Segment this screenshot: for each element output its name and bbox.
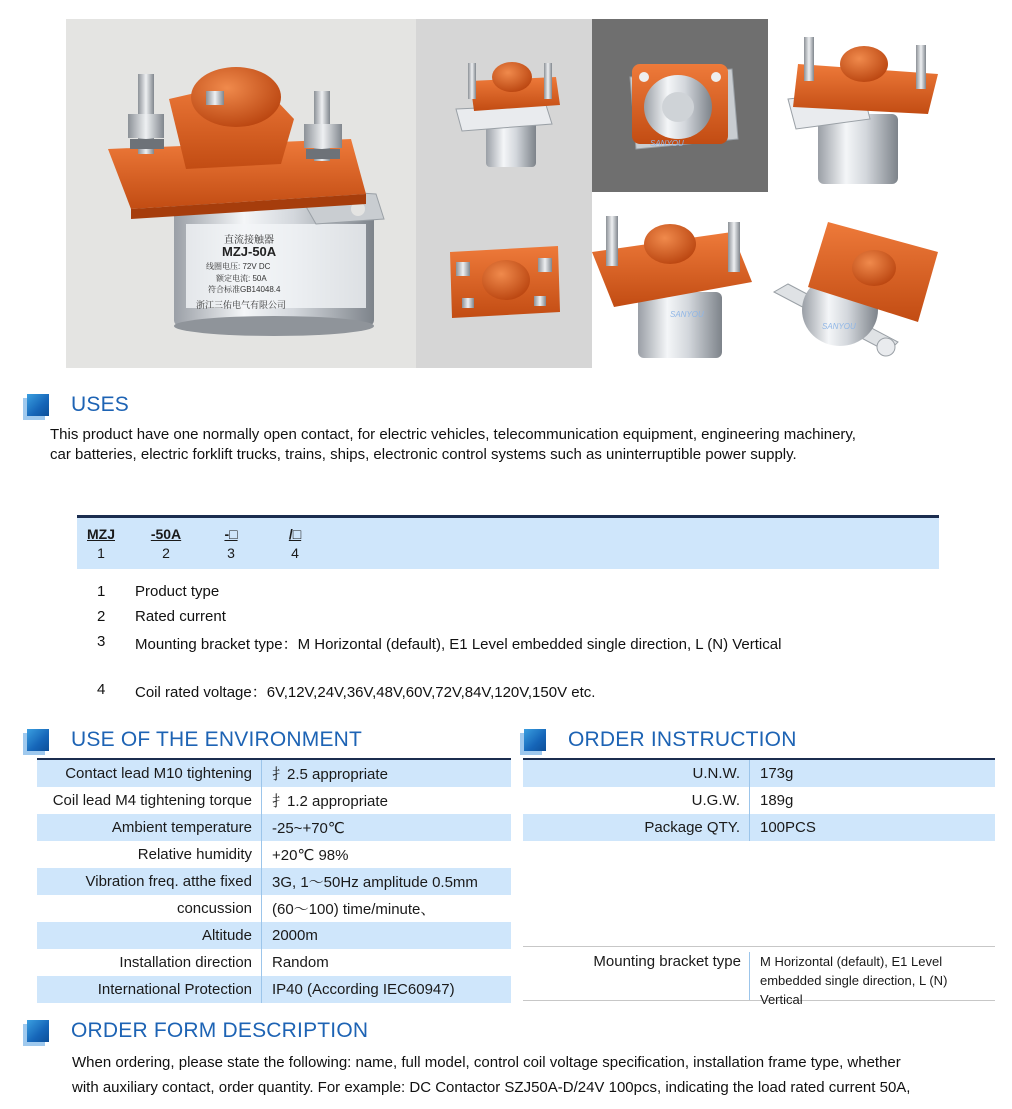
photo-label-standard: 符合标准GB14048.4 — [208, 285, 281, 294]
product-photo-5 — [416, 192, 592, 368]
model-code-band — [77, 515, 939, 569]
env-value: ⺘2.5 appropriate — [261, 760, 511, 787]
product-photo-2 — [416, 19, 592, 192]
section-square-icon — [27, 1020, 49, 1042]
model-code-3-code: -□ — [224, 526, 238, 542]
env-key: concussion — [176, 900, 252, 917]
order-form-text-line-1: When ordering, please state the following: name, full model, control coil voltage specification, installation frame type, whether — [72, 1054, 901, 1071]
order-value: 173g — [749, 760, 995, 787]
order-key: U.G.W. — [691, 792, 740, 809]
photo-watermark-3: SANYOU — [822, 322, 856, 331]
order-key: Package QTY. — [644, 819, 740, 836]
product-photo-4 — [768, 19, 944, 192]
env-value: 2000m — [261, 922, 511, 949]
legend-item-1-num: 1 — [97, 583, 106, 600]
table-row — [37, 895, 511, 922]
uses-text-line-2: car batteries, electric forklift trucks, trains, ships, electronic control systems such as uninterruptible power supply. — [50, 446, 797, 463]
env-value: +20℃ 98% — [261, 841, 511, 868]
mounting-key: Mounting bracket type — [593, 953, 741, 970]
legend-item-4-text: Coil rated voltage：6V,12V,24V,36V,48V,60V,72V,84V,120V,150V etc. — [135, 684, 596, 701]
model-code-3-num: 3 — [227, 545, 235, 561]
model-code-4 — [277, 526, 313, 561]
environment-title: USE OF THE ENVIRONMENT — [71, 728, 363, 751]
product-photo-3 — [592, 19, 768, 192]
model-code-1-code: MZJ — [87, 526, 115, 542]
photo-label-cn: 直流接触器 — [224, 235, 274, 246]
photo-label-model: MZJ-50A — [222, 244, 277, 259]
table-row — [523, 814, 995, 841]
product-photo-7 — [768, 192, 944, 368]
table-row — [37, 922, 511, 949]
legend-item-4-num: 4 — [97, 681, 106, 698]
env-value: (60～100) time/minute、 — [261, 895, 511, 922]
model-code-2 — [145, 526, 187, 561]
env-key: Relative humidity — [137, 846, 252, 863]
mounting-value: M Horizontal (default), E1 Level embedded single direction, L (N) Vertical — [749, 952, 990, 1000]
env-key: Ambient temperature — [111, 819, 252, 836]
photo-watermark: SANYOU — [650, 139, 684, 148]
table-row — [37, 841, 511, 868]
model-code-4-num: 4 — [291, 545, 299, 561]
uses-heading — [27, 390, 129, 420]
env-value: 3G, 1～50Hz amplitude 0.5mm — [261, 868, 511, 895]
order-value: 100PCS — [749, 814, 995, 841]
env-key: Installation direction — [119, 954, 252, 971]
legend-item-3-num: 3 — [97, 633, 106, 650]
env-key: Altitude — [201, 927, 252, 944]
env-key: Coil lead M4 tightening torque — [52, 792, 252, 809]
env-value: -25~+70℃ — [261, 814, 511, 841]
model-code-1 — [81, 526, 121, 561]
legend-item-2-num: 2 — [97, 608, 106, 625]
order-title: ORDER INSTRUCTION — [568, 728, 797, 751]
model-code-2-num: 2 — [162, 545, 170, 561]
environment-table — [37, 758, 511, 1003]
order-form-heading — [27, 1016, 368, 1046]
table-row — [37, 814, 511, 841]
env-value: IP40 (According IEC60947) — [261, 976, 511, 1003]
legend-item-3-text: Mounting bracket type：M Horizontal (default), E1 Level embedded single direction, L (N) Vertical — [135, 636, 782, 653]
model-code-3 — [213, 526, 249, 561]
photo-label-current: 额定电流: 50A — [216, 274, 267, 283]
env-value: ⺘1.2 appropriate — [261, 787, 511, 814]
env-key: Vibration freq. atthe fixed — [85, 873, 252, 890]
legend-item-1-text: Product type — [135, 583, 220, 600]
model-code-2-code: -50A — [150, 526, 182, 542]
order-form-text-line-2: with auxiliary contact, order quantity. For example: DC Contactor SZJ50A-D/24V 100pcs, indicating the load rated current 50A, — [72, 1079, 911, 1096]
section-square-icon — [27, 394, 49, 416]
order-table — [523, 758, 995, 841]
order-form-title: ORDER FORM DESCRIPTION — [71, 1019, 369, 1042]
env-key: International Protection — [97, 981, 252, 998]
order-value: 189g — [749, 787, 995, 814]
table-row — [37, 976, 511, 1003]
environment-heading — [27, 725, 362, 755]
table-row — [37, 868, 511, 895]
photo-watermark-2: SANYOU — [670, 310, 704, 319]
product-photo-6 — [592, 192, 768, 368]
order-key: U.N.W. — [692, 765, 740, 782]
section-square-icon — [524, 729, 546, 751]
uses-text-line-1: This product have one normally open contact, for electric vehicles, telecommunication equipment, engineering machinery, — [50, 426, 856, 443]
table-row — [37, 949, 511, 976]
mounting-bracket-row — [523, 946, 995, 1007]
photo-label-voltage: 线圈电压: 72V DC — [206, 262, 271, 271]
model-code-4-code: /□ — [288, 526, 302, 542]
env-value: Random — [261, 949, 511, 976]
env-key: Contact lead M10 tightening — [65, 765, 252, 782]
order-heading — [524, 725, 797, 755]
legend-item-2-text: Rated current — [135, 608, 226, 625]
table-row — [523, 760, 995, 787]
uses-title: USES — [71, 393, 129, 416]
table-row — [523, 787, 995, 814]
product-photo-main — [66, 19, 416, 368]
table-row — [37, 760, 511, 787]
model-code-1-num: 1 — [97, 545, 105, 561]
photo-label-maker: 浙江三佑电气有限公司 — [196, 300, 287, 310]
section-square-icon — [27, 729, 49, 751]
table-row — [37, 787, 511, 814]
